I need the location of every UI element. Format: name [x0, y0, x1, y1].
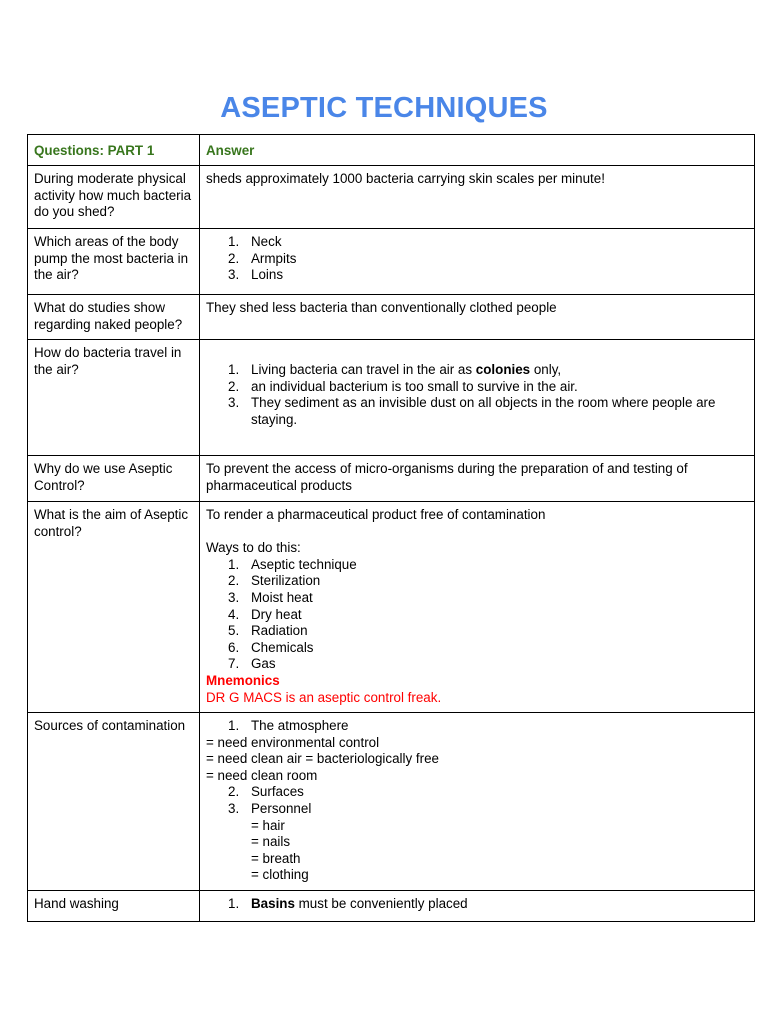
note-line: = need clean room — [206, 767, 318, 783]
list-item: 2. Armpits — [228, 250, 297, 266]
answer-cell: sheds approximately 1000 bacteria carrying skin scales per minute! — [200, 166, 755, 229]
answer-cell: They shed less bacteria than conventionally clothed people — [200, 295, 755, 340]
answer-cell — [200, 713, 755, 891]
table-row — [28, 166, 755, 229]
list-item: 2. Surfaces — [228, 784, 304, 800]
list-item: 7. Gas — [228, 656, 276, 672]
list-item: 1. Basins must be conveniently placed — [228, 896, 468, 911]
question-cell: During moderate physical activity how much bacteria do you shed? — [28, 166, 200, 229]
answer-cell — [200, 229, 755, 295]
question-cell: How do bacteria travel in the air? — [28, 340, 200, 456]
answer-cell — [200, 891, 755, 922]
ordered-list — [206, 234, 748, 284]
ordered-list — [206, 896, 748, 913]
mnemonics-text: DR G MACS is an aseptic control freak. — [206, 689, 442, 705]
page-title: ASEPTIC TECHNIQUES — [220, 92, 548, 124]
mnemonics-label: Mnemonics — [206, 672, 280, 688]
bold-term: Basins — [251, 896, 295, 911]
ordered-list — [206, 362, 748, 428]
list-item: 1. Neck — [228, 234, 282, 249]
question-cell: What is the aim of Aseptic control? — [28, 502, 200, 713]
note-line: = need environmental control — [206, 734, 380, 750]
table-row — [28, 713, 755, 891]
list-item: 1. Living bacteria can travel in the air as colonies only, — [228, 362, 562, 377]
list-item: 2. Sterilization — [228, 573, 321, 589]
question-cell: Why do we use Aseptic Control? — [28, 456, 200, 502]
table-row — [28, 229, 755, 295]
question-cell: Hand washing — [28, 891, 200, 922]
header-answer: Answer — [200, 135, 755, 166]
table-row — [28, 502, 755, 713]
personnel-note: = hair — [251, 817, 285, 833]
list-item: 1. Aseptic technique — [228, 556, 357, 572]
ordered-list — [206, 784, 748, 817]
personnel-note: = clothing — [251, 867, 309, 883]
list-item: 5. Radiation — [228, 623, 308, 639]
answer-cell: To prevent the access of micro-organisms during the preparation of and testing of pharmaceutical products — [200, 456, 755, 502]
question-cell: Which areas of the body pump the most bacteria in the air? — [28, 229, 200, 295]
bold-term: colonies — [475, 362, 531, 377]
list-item: 3. They sediment as an invisible dust on all objects in the room where people are staying. — [228, 395, 716, 427]
header-questions: Questions: PART 1 — [28, 135, 200, 166]
personnel-note: = breath — [251, 850, 301, 866]
table-row — [28, 456, 755, 502]
list-item: 2. an individual bacterium is too small to survive in the air. — [228, 378, 578, 394]
question-cell: What do studies show regarding naked people? — [28, 295, 200, 340]
question-cell: Sources of contamination — [28, 713, 200, 891]
list-item: 1. The atmosphere — [228, 718, 349, 733]
list-item: 4. Dry heat — [228, 606, 302, 622]
table-row — [28, 340, 755, 456]
qa-table — [27, 134, 755, 922]
table-row — [28, 295, 755, 340]
table-header-row — [28, 135, 755, 166]
list-item: 3. Loins — [228, 267, 284, 283]
table-row — [28, 891, 755, 922]
answer-cell: To render a pharmaceutical product free of contamination Ways to do this: 1. Aseptic technique 2. Sterilization 3. Moist heat 4. Dry heat 5. Radiation 6. Chemicals 7. Gas Mnemonics DR G MACS is an aseptic control freak. — [200, 502, 755, 713]
list-item: 3. Personnel — [228, 800, 312, 816]
list-item: 3. Moist heat — [228, 589, 313, 605]
note-line: = need clean air = bacteriologically free — [206, 751, 439, 767]
personnel-note: = nails — [251, 834, 291, 850]
list-item: 6. Chemicals — [228, 639, 314, 655]
answer-cell — [200, 340, 755, 456]
ordered-list — [206, 557, 748, 673]
ordered-list — [206, 718, 748, 735]
